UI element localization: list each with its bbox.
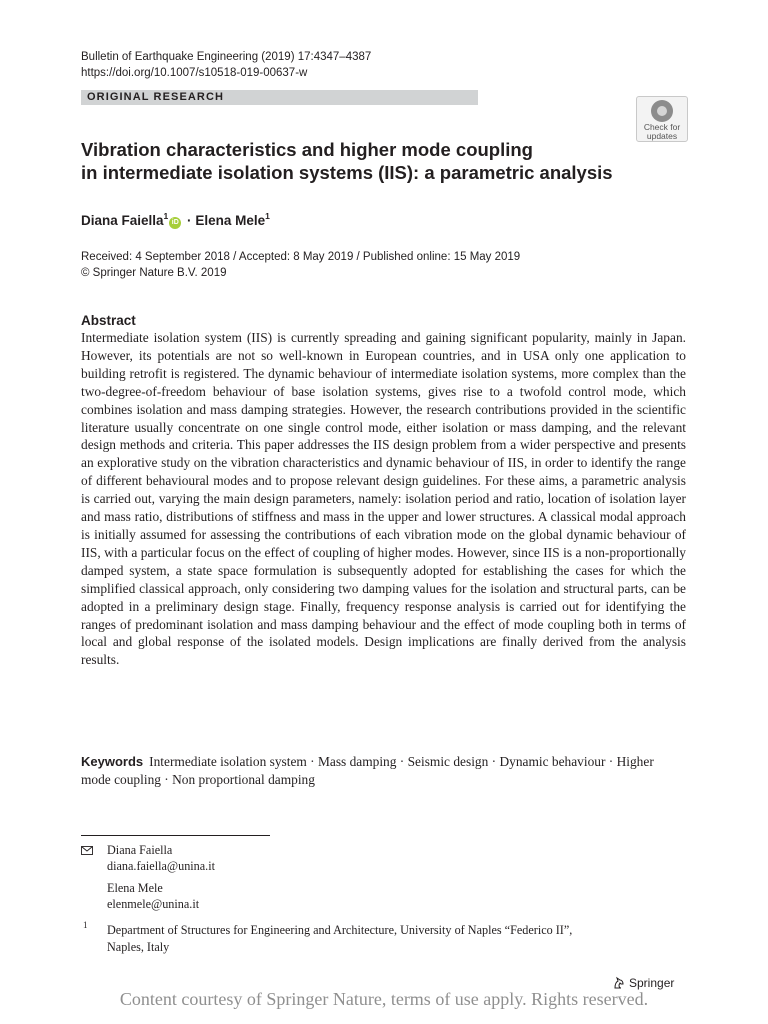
contact-name: Elena Mele (107, 881, 163, 895)
courtesy-watermark: Content courtesy of Springer Nature, terms of use apply. Rights reserved. (119, 989, 649, 1009)
publication-dates (81, 249, 520, 281)
keywords-label: Keywords (81, 754, 144, 769)
abstract-text: Intermediate isolation system (IIS) is currently spreading and gaining significant popularity, mainly in Japan. However, its potentials are not so well-known in European countries, and in USA only one application to building retrofit is registered. The dynamic behaviour of intermediate isolation systems, more complex than the two-degree-of-freedom behaviour of base isolation systems, gives rise to a twofold control mode, which combines isolation and mass damping strategies. However, the research contributions provided in the scientific literature usually concentrate on one single control mode, either isolation or mass damping, and the relevant design methods and criteria. This paper addresses the IIS design problem from a wider perspective and presents an explorative study on the vibration characteristics and dynamic behaviour of IIS, in order to identify the range of different behavioural modes and to propose relevant design guidelines. For these aims, a parametric analysis is carried out, varying the main design parameters, namely: isolation period and ratio, location of isolation layer and mass ratio, distributions of stiffness and mass in the upper and lower structures. A classical modal approach is initially assumed for assessing the contributions of each vibration mode on the global dynamic behaviour of IIS, with a particular focus on the effect of coupling of higher modes. However, since IIS is a non-proportionally damped system, a state space formulation is subsequently adopted for establishing the cases for which the simplified classical approach, only considering two damping values for the isolation and structural parts, can be adopted in a preliminary design stage. Finally, frequency response analysis is carried out for identifying the ranges of predominant isolation and mass damping behaviour and the effect of mode coupling both in terms of local and global response of the isolated models. Design implications are finally derived from the analysis results. (81, 330, 686, 668)
badge-line1: Check for (643, 122, 681, 132)
keywords-block (81, 753, 686, 789)
article-title (81, 138, 613, 184)
author-affiliation-mark: 1 (163, 211, 169, 221)
affiliation (107, 922, 572, 955)
doi-link[interactable]: https://doi.org/10.1007/s10518-019-00637-w (81, 67, 308, 79)
journal-citation: Bulletin of Earthquake Engineering (2019) 17:4347–4387 (81, 51, 372, 63)
affiliation-line: Department of Structures for Engineering and Architecture, University of Naples “Federico II”, (107, 923, 573, 937)
contact-email[interactable]: diana.faiella@unina.it (107, 859, 216, 873)
copyright: © Springer Nature B.V. 2019 (81, 267, 227, 279)
corresponding-contacts (107, 842, 215, 912)
keywords-text: Intermediate isolation system · Mass damping · Seismic design · Dynamic behaviour · Higher mode coupling · Non proportional damping (81, 754, 654, 787)
affiliation-line: Naples, Italy (107, 939, 170, 954)
contact-email[interactable]: elenmele@unina.it (107, 897, 200, 911)
author-separator: · (187, 213, 192, 228)
author-list (81, 207, 270, 230)
author-affiliation-mark: 1 (265, 211, 270, 221)
title-line2: in intermediate isolation systems (IIS): a parametric analysis (81, 162, 613, 183)
envelope-icon[interactable] (81, 846, 93, 855)
contact-name: Diana Faiella (107, 843, 173, 857)
author-name[interactable]: Elena Mele (195, 213, 266, 228)
abstract-heading: Abstract (81, 313, 136, 328)
affiliation-number: 1 (83, 920, 88, 930)
publisher-name: Springer (629, 976, 675, 990)
date-history: Received: 4 September 2018 / Accepted: 8 May 2019 / Published online: 15 May 2019 (81, 251, 521, 263)
journal-header (81, 49, 371, 81)
check-for-updates-badge[interactable] (636, 96, 688, 142)
orcid-icon[interactable]: iD (169, 217, 181, 229)
section-label: ORIGINAL RESEARCH (87, 91, 225, 103)
footnote-divider (81, 835, 270, 836)
author-name[interactable]: Diana Faiella (81, 213, 164, 228)
check-for-updates-icon (651, 100, 673, 122)
badge-line2: updates (646, 131, 678, 141)
title-line1: Vibration characteristics and higher mode coupling (81, 139, 533, 160)
